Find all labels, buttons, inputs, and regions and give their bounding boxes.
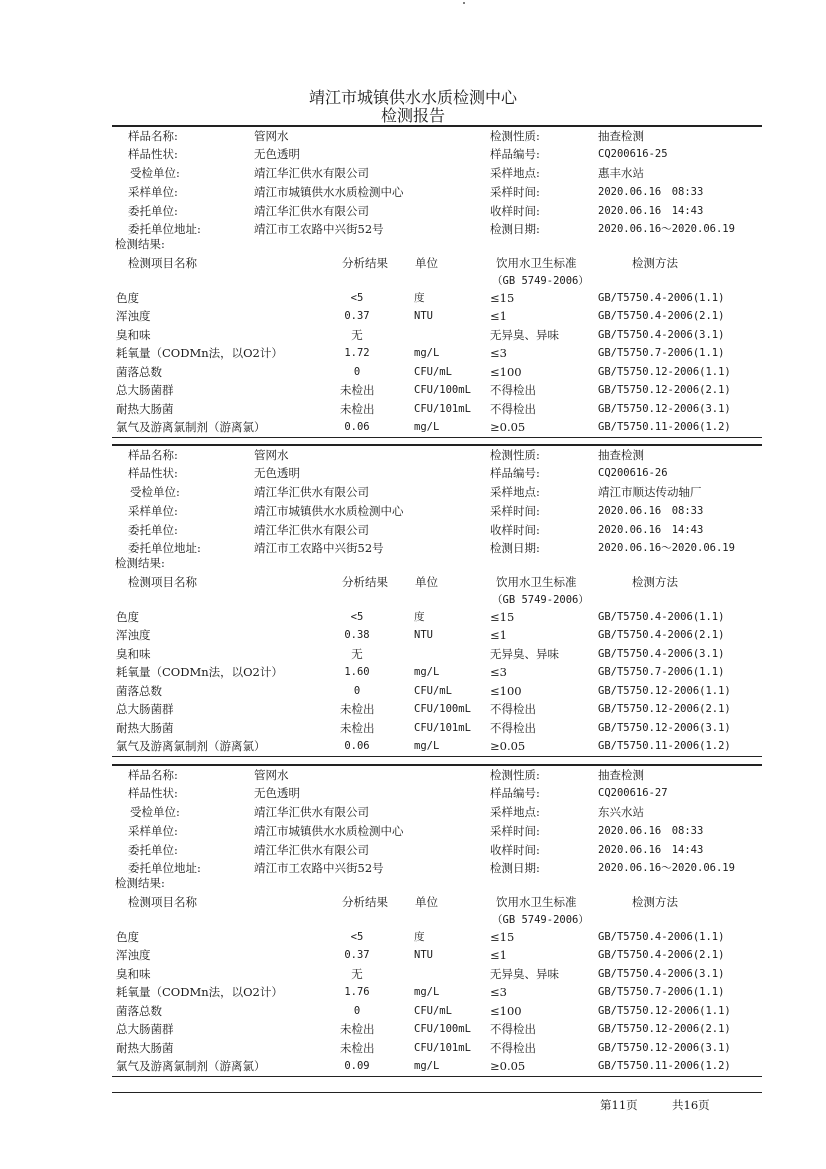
row-item: 色度 (116, 930, 139, 944)
row-standard: ≥0.05 (490, 1059, 526, 1073)
block-top-rule (112, 444, 762, 446)
row-result: <5 (350, 611, 364, 623)
row-method: GB/T5750.7-2006(1.1) (598, 986, 725, 998)
value-inspected-unit: 靖江华汇供水有限公司 (254, 485, 369, 499)
label-client-unit: 委托单位: (128, 204, 178, 218)
row-standard: 不得检出 (490, 383, 536, 397)
row-item: 耐热大肠菌 (116, 721, 174, 735)
row-method: GB/T5750.11-2006(1.2) (598, 740, 731, 752)
row-result: 0.06 (344, 740, 370, 752)
row-item: 臭和味 (116, 967, 151, 981)
row-unit: CFU/101mL (414, 403, 471, 415)
block-bottom-rule (112, 437, 762, 438)
row-method: GB/T5750.12-2006(2.1) (598, 1023, 731, 1035)
value-receipt-time: 2020.06.16 14:43 (598, 844, 704, 856)
label-inspected-unit: 受检单位: (130, 485, 180, 499)
header-method: 检测方法 (632, 575, 678, 589)
row-method: GB/T5750.12-2006(3.1) (598, 722, 731, 734)
row-item: 耗氧量（CODMn法，以O2计） (116, 346, 283, 360)
row-method: GB/T5750.4-2006(3.1) (598, 648, 725, 660)
value-sample-name: 管网水 (254, 448, 289, 462)
value-test-date: 2020.06.16～2020.06.19 (598, 542, 735, 554)
label-receipt-time: 收样时间: (490, 843, 540, 857)
row-unit: 度 (414, 931, 425, 943)
value-test-date: 2020.06.16～2020.06.19 (598, 862, 735, 874)
block-bottom-rule (112, 756, 762, 757)
value-sampling-site: 靖江市顺达传动轴厂 (598, 485, 702, 499)
label-test-nature: 检测性质: (490, 448, 540, 462)
row-result: <5 (350, 931, 364, 943)
header-standard: 饮用水卫生标准 (496, 256, 577, 270)
row-unit: 度 (414, 292, 425, 304)
row-result: 未检出 (340, 1041, 375, 1055)
row-item: 总大肠菌群 (116, 702, 174, 716)
value-sample-character: 无色透明 (254, 147, 300, 161)
row-unit: 度 (414, 611, 425, 623)
row-standard: ≥0.05 (490, 420, 526, 434)
header-standard-sub: （GB 5749-2006） (492, 914, 589, 926)
value-client-address: 靖江市工农路中兴街52号 (254, 861, 384, 875)
row-unit: mg/L (414, 666, 440, 678)
row-item: 氯气及游离氯制剂（游离氯） (116, 420, 266, 434)
header-result: 分析结果 (342, 575, 388, 589)
row-method: GB/T5750.4-2006(2.1) (598, 949, 725, 961)
label-inspected-unit: 受检单位: (130, 805, 180, 819)
row-unit: mg/L (414, 740, 440, 752)
value-sampling-time: 2020.06.16 08:33 (598, 186, 704, 198)
row-item: 耐热大肠菌 (116, 1041, 174, 1055)
row-result: 0.37 (344, 949, 370, 961)
row-standard: ≤100 (490, 684, 522, 698)
row-method: GB/T5750.4-2006(3.1) (598, 329, 725, 341)
label-sampling-site: 采样地点: (490, 805, 540, 819)
header-method: 检测方法 (632, 256, 678, 270)
header-unit: 单位 (415, 895, 438, 909)
row-item: 耗氧量（CODMn法，以O2计） (116, 985, 283, 999)
row-standard: ≤100 (490, 365, 522, 379)
label-test-date: 检测日期: (490, 222, 540, 236)
row-item: 菌落总数 (116, 365, 162, 379)
row-result: 1.72 (344, 347, 370, 359)
row-result: 0 (353, 366, 361, 378)
row-method: GB/T5750.12-2006(3.1) (598, 403, 731, 415)
row-standard: 不得检出 (490, 1041, 536, 1055)
header-standard-sub: （GB 5749-2006） (492, 275, 589, 287)
header-standard: 饮用水卫生标准 (496, 895, 577, 909)
row-item: 耐热大肠菌 (116, 402, 174, 416)
label-sample-name: 样品名称: (128, 129, 178, 143)
block-top-rule (112, 764, 762, 766)
row-method: GB/T5750.4-2006(2.1) (598, 310, 725, 322)
row-standard: 无异臭、异味 (490, 967, 559, 981)
label-inspected-unit: 受检单位: (130, 166, 180, 180)
row-result: 0 (353, 1005, 361, 1017)
row-result: 无 (351, 328, 363, 342)
label-sample-id: 样品编号: (490, 466, 540, 480)
row-item: 臭和味 (116, 328, 151, 342)
row-standard: 无异臭、异味 (490, 328, 559, 342)
footer-rule (112, 1092, 762, 1093)
label-sampling-unit: 采样单位: (128, 824, 178, 838)
header-item: 检测项目名称 (128, 575, 197, 589)
page-current: 第11页 (600, 1098, 638, 1112)
row-unit: CFU/101mL (414, 722, 471, 734)
row-method: GB/T5750.4-2006(1.1) (598, 292, 725, 304)
label-sample-id: 样品编号: (490, 786, 540, 800)
label-receipt-time: 收样时间: (490, 204, 540, 218)
row-unit: CFU/100mL (414, 703, 471, 715)
label-test-nature: 检测性质: (490, 129, 540, 143)
row-item: 浑浊度 (116, 628, 151, 642)
label-sample-character: 样品性状: (128, 786, 178, 800)
row-standard: ≤1 (490, 628, 507, 642)
value-sampling-time: 2020.06.16 08:33 (598, 505, 704, 517)
row-method: GB/T5750.12-2006(3.1) (598, 1042, 731, 1054)
value-sampling-unit: 靖江市城镇供水水质检测中心 (254, 824, 404, 838)
value-test-nature: 抽查检测 (598, 768, 644, 782)
row-method: GB/T5750.7-2006(1.1) (598, 666, 725, 678)
row-method: GB/T5750.12-2006(1.1) (598, 366, 731, 378)
report-title: 检测报告 (380, 106, 445, 125)
row-result: 无 (351, 647, 363, 661)
row-standard: 不得检出 (490, 402, 536, 416)
row-unit: mg/L (414, 1060, 440, 1072)
row-result: 1.60 (344, 666, 370, 678)
row-result: 无 (351, 967, 363, 981)
results-label: 检测结果: (115, 556, 165, 570)
row-method: GB/T5750.4-2006(2.1) (598, 629, 725, 641)
block-bottom-rule (112, 1076, 762, 1077)
row-method: GB/T5750.7-2006(1.1) (598, 347, 725, 359)
value-sampling-time: 2020.06.16 08:33 (598, 825, 704, 837)
row-result: <5 (350, 292, 364, 304)
row-standard: ≤15 (490, 930, 515, 944)
row-method: GB/T5750.11-2006(1.2) (598, 421, 731, 433)
label-sampling-time: 采样时间: (490, 504, 540, 518)
row-unit: CFU/mL (414, 685, 452, 697)
row-method: GB/T5750.4-2006(1.1) (598, 931, 725, 943)
value-sample-name: 管网水 (254, 768, 289, 782)
row-item: 总大肠菌群 (116, 383, 174, 397)
row-method: GB/T5750.11-2006(1.2) (598, 1060, 731, 1072)
row-standard: 不得检出 (490, 721, 536, 735)
block-top-rule (112, 125, 762, 127)
row-item: 菌落总数 (116, 1004, 162, 1018)
label-sampling-time: 采样时间: (490, 185, 540, 199)
label-client-address: 委托单位地址: (128, 541, 201, 555)
row-standard: ≤1 (490, 309, 507, 323)
value-client-address: 靖江市工农路中兴街52号 (254, 222, 384, 236)
row-result: 0.06 (344, 421, 370, 433)
value-sample-name: 管网水 (254, 129, 289, 143)
row-standard: ≤3 (490, 665, 507, 679)
header-method: 检测方法 (632, 895, 678, 909)
row-item: 耗氧量（CODMn法，以O2计） (116, 665, 283, 679)
row-result: 0.09 (344, 1060, 370, 1072)
label-client-unit: 委托单位: (128, 523, 178, 537)
row-unit: mg/L (414, 986, 440, 998)
row-standard: ≤100 (490, 1004, 522, 1018)
value-sample-character: 无色透明 (254, 786, 300, 800)
value-client-unit: 靖江华汇供水有限公司 (254, 204, 369, 218)
label-client-unit: 委托单位: (128, 843, 178, 857)
value-sampling-unit: 靖江市城镇供水水质检测中心 (254, 504, 404, 518)
value-sample-id: CQ200616-26 (598, 467, 668, 479)
value-sample-id: CQ200616-27 (598, 787, 668, 799)
row-item: 浑浊度 (116, 309, 151, 323)
row-result: 1.76 (344, 986, 370, 998)
value-sampling-site: 东兴水站 (598, 805, 644, 819)
row-result: 0 (353, 685, 361, 697)
results-label: 检测结果: (115, 876, 165, 890)
row-method: GB/T5750.12-2006(1.1) (598, 1005, 731, 1017)
label-client-address: 委托单位地址: (128, 861, 201, 875)
value-receipt-time: 2020.06.16 14:43 (598, 524, 704, 536)
page-total: 共16页 (672, 1098, 710, 1112)
row-unit: CFU/mL (414, 366, 452, 378)
row-item: 臭和味 (116, 647, 151, 661)
value-client-address: 靖江市工农路中兴街52号 (254, 541, 384, 555)
row-result: 未检出 (340, 721, 375, 735)
value-receipt-time: 2020.06.16 14:43 (598, 205, 704, 217)
row-method: GB/T5750.12-2006(1.1) (598, 685, 731, 697)
label-sampling-site: 采样地点: (490, 166, 540, 180)
header-result: 分析结果 (342, 256, 388, 270)
label-sample-id: 样品编号: (490, 147, 540, 161)
header-standard-sub: （GB 5749-2006） (492, 594, 589, 606)
row-unit: mg/L (414, 347, 440, 359)
label-test-date: 检测日期: (490, 541, 540, 555)
row-item: 色度 (116, 610, 139, 624)
row-item: 菌落总数 (116, 684, 162, 698)
row-unit: CFU/100mL (414, 1023, 471, 1035)
row-unit: NTU (414, 949, 433, 961)
value-inspected-unit: 靖江华汇供水有限公司 (254, 166, 369, 180)
row-standard: ≤1 (490, 948, 507, 962)
label-sampling-site: 采样地点: (490, 485, 540, 499)
row-item: 浑浊度 (116, 948, 151, 962)
value-test-nature: 抽查检测 (598, 129, 644, 143)
row-standard: ≤15 (490, 291, 515, 305)
label-receipt-time: 收样时间: (490, 523, 540, 537)
value-sampling-site: 惠丰水站 (598, 166, 644, 180)
header-result: 分析结果 (342, 895, 388, 909)
row-method: GB/T5750.4-2006(1.1) (598, 611, 725, 623)
header-standard: 饮用水卫生标准 (496, 575, 577, 589)
label-sampling-unit: 采样单位: (128, 504, 178, 518)
row-standard: ≥0.05 (490, 739, 526, 753)
row-result: 未检出 (340, 402, 375, 416)
row-result: 0.38 (344, 629, 370, 641)
row-standard: 无异臭、异味 (490, 647, 559, 661)
value-sample-id: CQ200616-25 (598, 148, 668, 160)
org-title: 靖江市城镇供水水质检测中心 (308, 88, 517, 107)
label-sampling-time: 采样时间: (490, 824, 540, 838)
row-unit: mg/L (414, 421, 440, 433)
label-sample-character: 样品性状: (128, 466, 178, 480)
label-sampling-unit: 采样单位: (128, 185, 178, 199)
label-sample-character: 样品性状: (128, 147, 178, 161)
value-test-nature: 抽查检测 (598, 448, 644, 462)
row-unit: CFU/mL (414, 1005, 452, 1017)
results-label: 检测结果: (115, 237, 165, 251)
row-result: 未检出 (340, 702, 375, 716)
row-standard: 不得检出 (490, 1022, 536, 1036)
row-item: 氯气及游离氯制剂（游离氯） (116, 739, 266, 753)
row-standard: ≤3 (490, 346, 507, 360)
row-method: GB/T5750.12-2006(2.1) (598, 703, 731, 715)
row-standard: ≤3 (490, 985, 507, 999)
scan-speck (463, 2, 465, 4)
row-result: 未检出 (340, 383, 375, 397)
value-inspected-unit: 靖江华汇供水有限公司 (254, 805, 369, 819)
row-item: 色度 (116, 291, 139, 305)
header-item: 检测项目名称 (128, 256, 197, 270)
value-client-unit: 靖江华汇供水有限公司 (254, 523, 369, 537)
row-standard: ≤15 (490, 610, 515, 624)
value-sampling-unit: 靖江市城镇供水水质检测中心 (254, 185, 404, 199)
label-test-date: 检测日期: (490, 861, 540, 875)
header-unit: 单位 (415, 575, 438, 589)
label-sample-name: 样品名称: (128, 448, 178, 462)
value-test-date: 2020.06.16～2020.06.19 (598, 223, 735, 235)
row-result: 未检出 (340, 1022, 375, 1036)
row-standard: 不得检出 (490, 702, 536, 716)
row-result: 0.37 (344, 310, 370, 322)
row-method: GB/T5750.12-2006(2.1) (598, 384, 731, 396)
value-sample-character: 无色透明 (254, 466, 300, 480)
row-unit: NTU (414, 310, 433, 322)
row-unit: CFU/100mL (414, 384, 471, 396)
row-unit: NTU (414, 629, 433, 641)
value-client-unit: 靖江华汇供水有限公司 (254, 843, 369, 857)
label-sample-name: 样品名称: (128, 768, 178, 782)
row-item: 总大肠菌群 (116, 1022, 174, 1036)
label-client-address: 委托单位地址: (128, 222, 201, 236)
header-unit: 单位 (415, 256, 438, 270)
row-unit: CFU/101mL (414, 1042, 471, 1054)
row-item: 氯气及游离氯制剂（游离氯） (116, 1059, 266, 1073)
header-item: 检测项目名称 (128, 895, 197, 909)
row-method: GB/T5750.4-2006(3.1) (598, 968, 725, 980)
label-test-nature: 检测性质: (490, 768, 540, 782)
